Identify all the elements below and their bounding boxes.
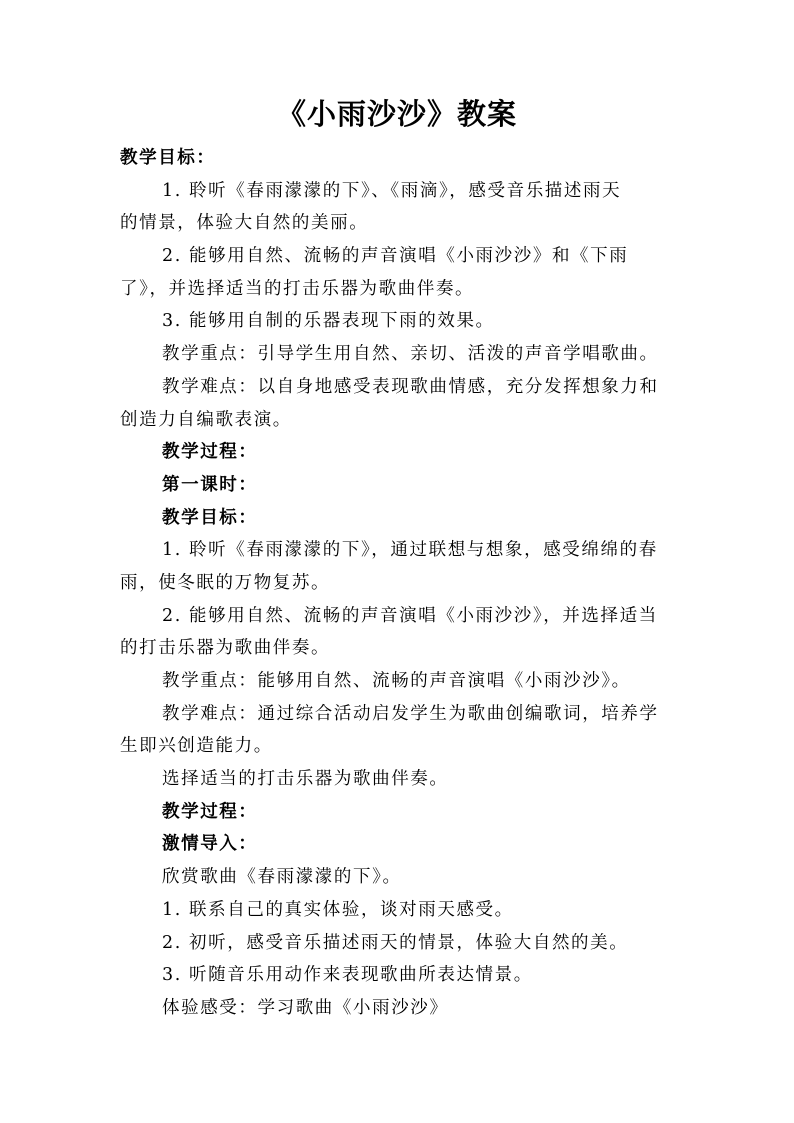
document-body xyxy=(120,142,680,1025)
paragraph-line: 2. 能够用自然、流畅的声音演唱《小雨沙沙》和《下雨 xyxy=(162,246,629,267)
paragraph-line: 3. 听随音乐用动作来表现歌曲所表达情景。 xyxy=(162,965,533,986)
section-heading: 教学过程： xyxy=(162,442,258,463)
paragraph-line: 体验感受：学习歌曲《小雨沙沙》 xyxy=(162,997,449,1018)
paragraph-line: 选择适当的打击乐器为歌曲伴奏。 xyxy=(162,769,449,790)
paragraph-line: 教学难点：通过综合活动启发学生为歌曲创编歌词，培养学 xyxy=(162,703,659,724)
section-heading: 教学目标： xyxy=(120,148,216,168)
paragraph-line: 教学重点：引导学生用自然、亲切、活泼的声音学唱歌曲。 xyxy=(162,344,659,365)
paragraph-line: 创造力自编歌表演。 xyxy=(120,409,292,430)
paragraph-line: 生即兴创造能力。 xyxy=(120,736,273,757)
paragraph-line: 欣赏歌曲《春雨濛濛的下》。 xyxy=(162,867,402,888)
paragraph-line: 雨，使冬眠的万物复苏。 xyxy=(120,572,331,593)
paragraph-line: 教学难点：以自身地感受表现歌曲情感，充分发挥想象力和 xyxy=(162,376,659,397)
paragraph-line: 的打击乐器为歌曲伴奏。 xyxy=(120,638,331,659)
paragraph-line: 1. 聆听《春雨濛濛的下》，通过联想与想象，感受绵绵的春 xyxy=(162,540,658,561)
paragraph-line: 1. 聆听《春雨濛濛的下》、《雨滴》，感受音乐描述雨天 xyxy=(162,180,622,201)
paragraph-line: 2. 能够用自然、流畅的声音演唱《小雨沙沙》，并选择适当 xyxy=(162,605,658,626)
paragraph-line: 的情景，体验大自然的美丽。 xyxy=(120,213,369,234)
section-heading: 第一课时： xyxy=(162,474,258,495)
paragraph-line: 3. 能够用自制的乐器表现下雨的效果。 xyxy=(162,311,495,332)
section-heading: 教学目标： xyxy=(162,507,258,528)
document-title: 《小雨沙沙》教案 xyxy=(276,97,517,131)
paragraph-line: 了》，并选择适当的打击乐器为歌曲伴奏。 xyxy=(120,278,475,299)
section-heading: 激情导入： xyxy=(162,834,258,855)
paragraph-line: 教学重点：能够用自然、流畅的声音演唱《小雨沙沙》。 xyxy=(162,671,631,691)
paragraph-line: 1. 联系自己的真实体验，谈对雨天感受。 xyxy=(162,899,514,920)
section-heading: 教学过程： xyxy=(162,801,258,822)
paragraph-line: 2. 初听，感受音乐描述雨天的情景，体验大自然的美。 xyxy=(162,932,629,953)
